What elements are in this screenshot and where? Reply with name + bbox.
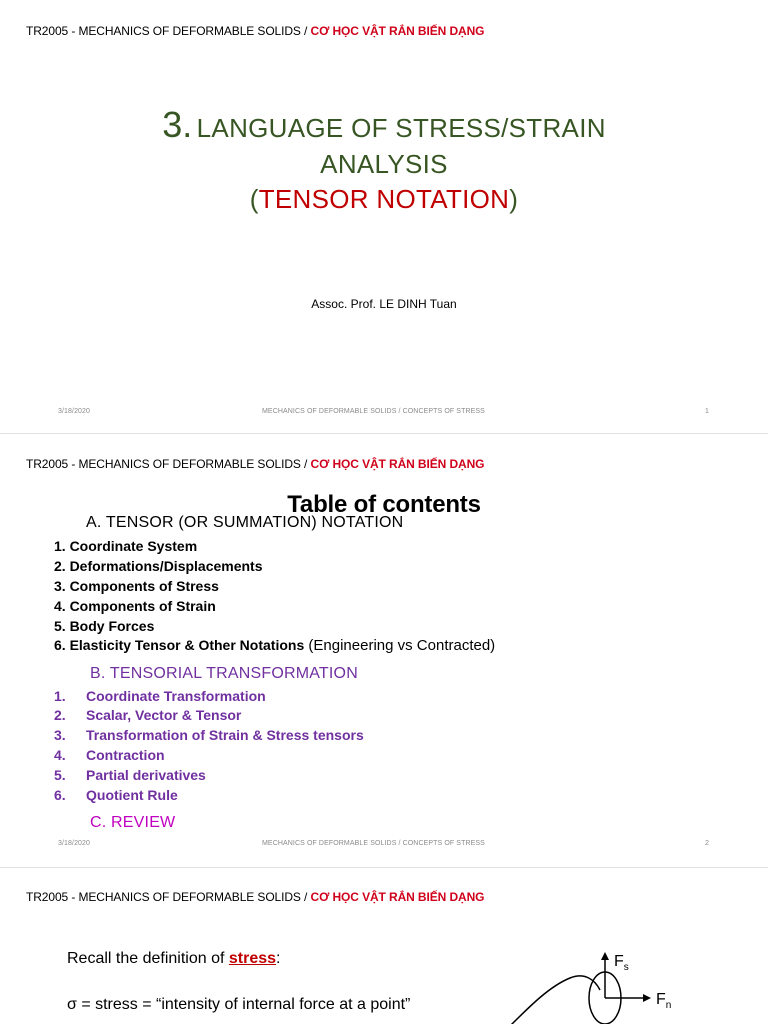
toc-item-b3-num: 3.: [54, 727, 66, 743]
toc-item-b5-num: 5.: [54, 767, 66, 783]
toc-section-a: A. TENSOR (OR SUMMATION) NOTATION: [86, 514, 404, 531]
footer-page-number: 1: [705, 408, 709, 415]
course-header-vi: CƠ HỌC VẬT RẮN BIẾN DẠNG: [310, 890, 485, 904]
toc-item-b4-num: 4.: [54, 747, 66, 763]
toc-item-b4: [54, 747, 165, 763]
slide-title-line-3: [0, 184, 768, 215]
toc-item-b1-num: 1.: [54, 688, 66, 704]
normal-force-arrowhead: [643, 994, 651, 1002]
toc-item-b5: [54, 767, 206, 783]
toc-item-b2: [54, 707, 241, 723]
stress-definition: σ = stress = “intensity of internal force at a point”: [67, 996, 411, 1013]
toc-item-b2-num: 2.: [54, 707, 66, 723]
footer-center: MECHANICS OF DEFORMABLE SOLIDS / CONCEPTS OF STRESS: [262, 408, 485, 415]
slide-title-text-2: ANALYSIS: [320, 149, 448, 179]
course-header-vi: CƠ HỌC VẬT RẮN BIẾN DẠNG: [310, 457, 485, 471]
toc-heading: Table of contents: [287, 491, 481, 518]
slide-title-paren-close: ): [509, 184, 519, 214]
toc-item-b2-label: Scalar, Vector & Tensor: [86, 707, 242, 723]
footer-date: 3/18/2020: [58, 840, 91, 847]
course-header-en: TR2005 - MECHANICS OF DEFORMABLE SOLIDS /: [26, 457, 311, 471]
toc-item-b1: [54, 688, 266, 704]
toc-item-a4: 4. Components of Strain: [54, 598, 216, 614]
shear-force-arrowhead: [601, 952, 609, 960]
slide-2: [0, 434, 768, 866]
author: Assoc. Prof. LE DINH Tuan: [311, 297, 457, 311]
recall-stress-word: stress: [228, 950, 277, 967]
course-header-vi: CƠ HỌC VẬT RẮN BIẾN DẠNG: [310, 24, 485, 38]
toc-item-a3: 3. Components of Stress: [54, 578, 219, 594]
slide-title-paren-open: (: [249, 184, 259, 214]
course-header: [26, 890, 484, 904]
fn-label: $F_n$: [656, 991, 672, 1011]
toc-item-b1-label: Coordinate Transformation: [86, 688, 266, 704]
toc-item-a2: 2. Deformations/Displacements: [54, 558, 263, 574]
toc-item-b3-label: Transformation of Strain & Stress tensors: [86, 727, 364, 743]
course-header: [26, 24, 484, 38]
slide-title-line-1: [0, 104, 768, 146]
toc-item-b6: [54, 787, 178, 803]
recall-definition: [67, 950, 280, 968]
toc-item-a6: [54, 637, 495, 654]
force-diagram: [500, 946, 690, 1024]
fs-label: $F_s$: [614, 953, 629, 973]
course-header: [26, 457, 484, 471]
toc-section-c: C. REVIEW: [90, 814, 176, 831]
course-header-en: TR2005 - MECHANICS OF DEFORMABLE SOLIDS /: [26, 24, 311, 38]
slide-title-text-1: LANGUAGE OF STRESS/STRAIN: [196, 113, 606, 143]
course-header-en: TR2005 - MECHANICS OF DEFORMABLE SOLIDS /: [26, 890, 311, 904]
toc-item-b5-label: Partial derivatives: [86, 767, 206, 783]
slide-title-number: 3.: [162, 104, 193, 145]
recall-suffix: :: [276, 950, 281, 967]
toc-item-b4-label: Contraction: [86, 747, 165, 763]
slide-1: [0, 0, 768, 432]
footer-page-number: 2: [705, 840, 709, 847]
toc-section-b: B. TENSORIAL TRANSFORMATION: [90, 665, 358, 682]
body-outline: [510, 976, 600, 1024]
toc-item-b3: [54, 727, 364, 743]
toc-item-a6-plain: (Engineering vs Contracted): [304, 637, 496, 654]
recall-prefix: Recall the definition of: [67, 950, 229, 967]
footer-center: MECHANICS OF DEFORMABLE SOLIDS / CONCEPTS OF STRESS: [262, 840, 485, 847]
toc-item-a5: 5. Body Forces: [54, 618, 155, 634]
slide-3: [0, 868, 768, 1024]
footer-date: 3/18/2020: [58, 408, 91, 415]
toc-item-a6-bold: 6. Elasticity Tensor & Other Notations: [54, 637, 305, 653]
slide-title-text-3: TENSOR NOTATION: [258, 184, 510, 214]
toc-item-b6-label: Quotient Rule: [86, 787, 178, 803]
toc-item-b6-num: 6.: [54, 787, 66, 803]
toc-item-a1: 1. Coordinate System: [54, 538, 198, 554]
slide-title-line-2: [0, 149, 768, 180]
